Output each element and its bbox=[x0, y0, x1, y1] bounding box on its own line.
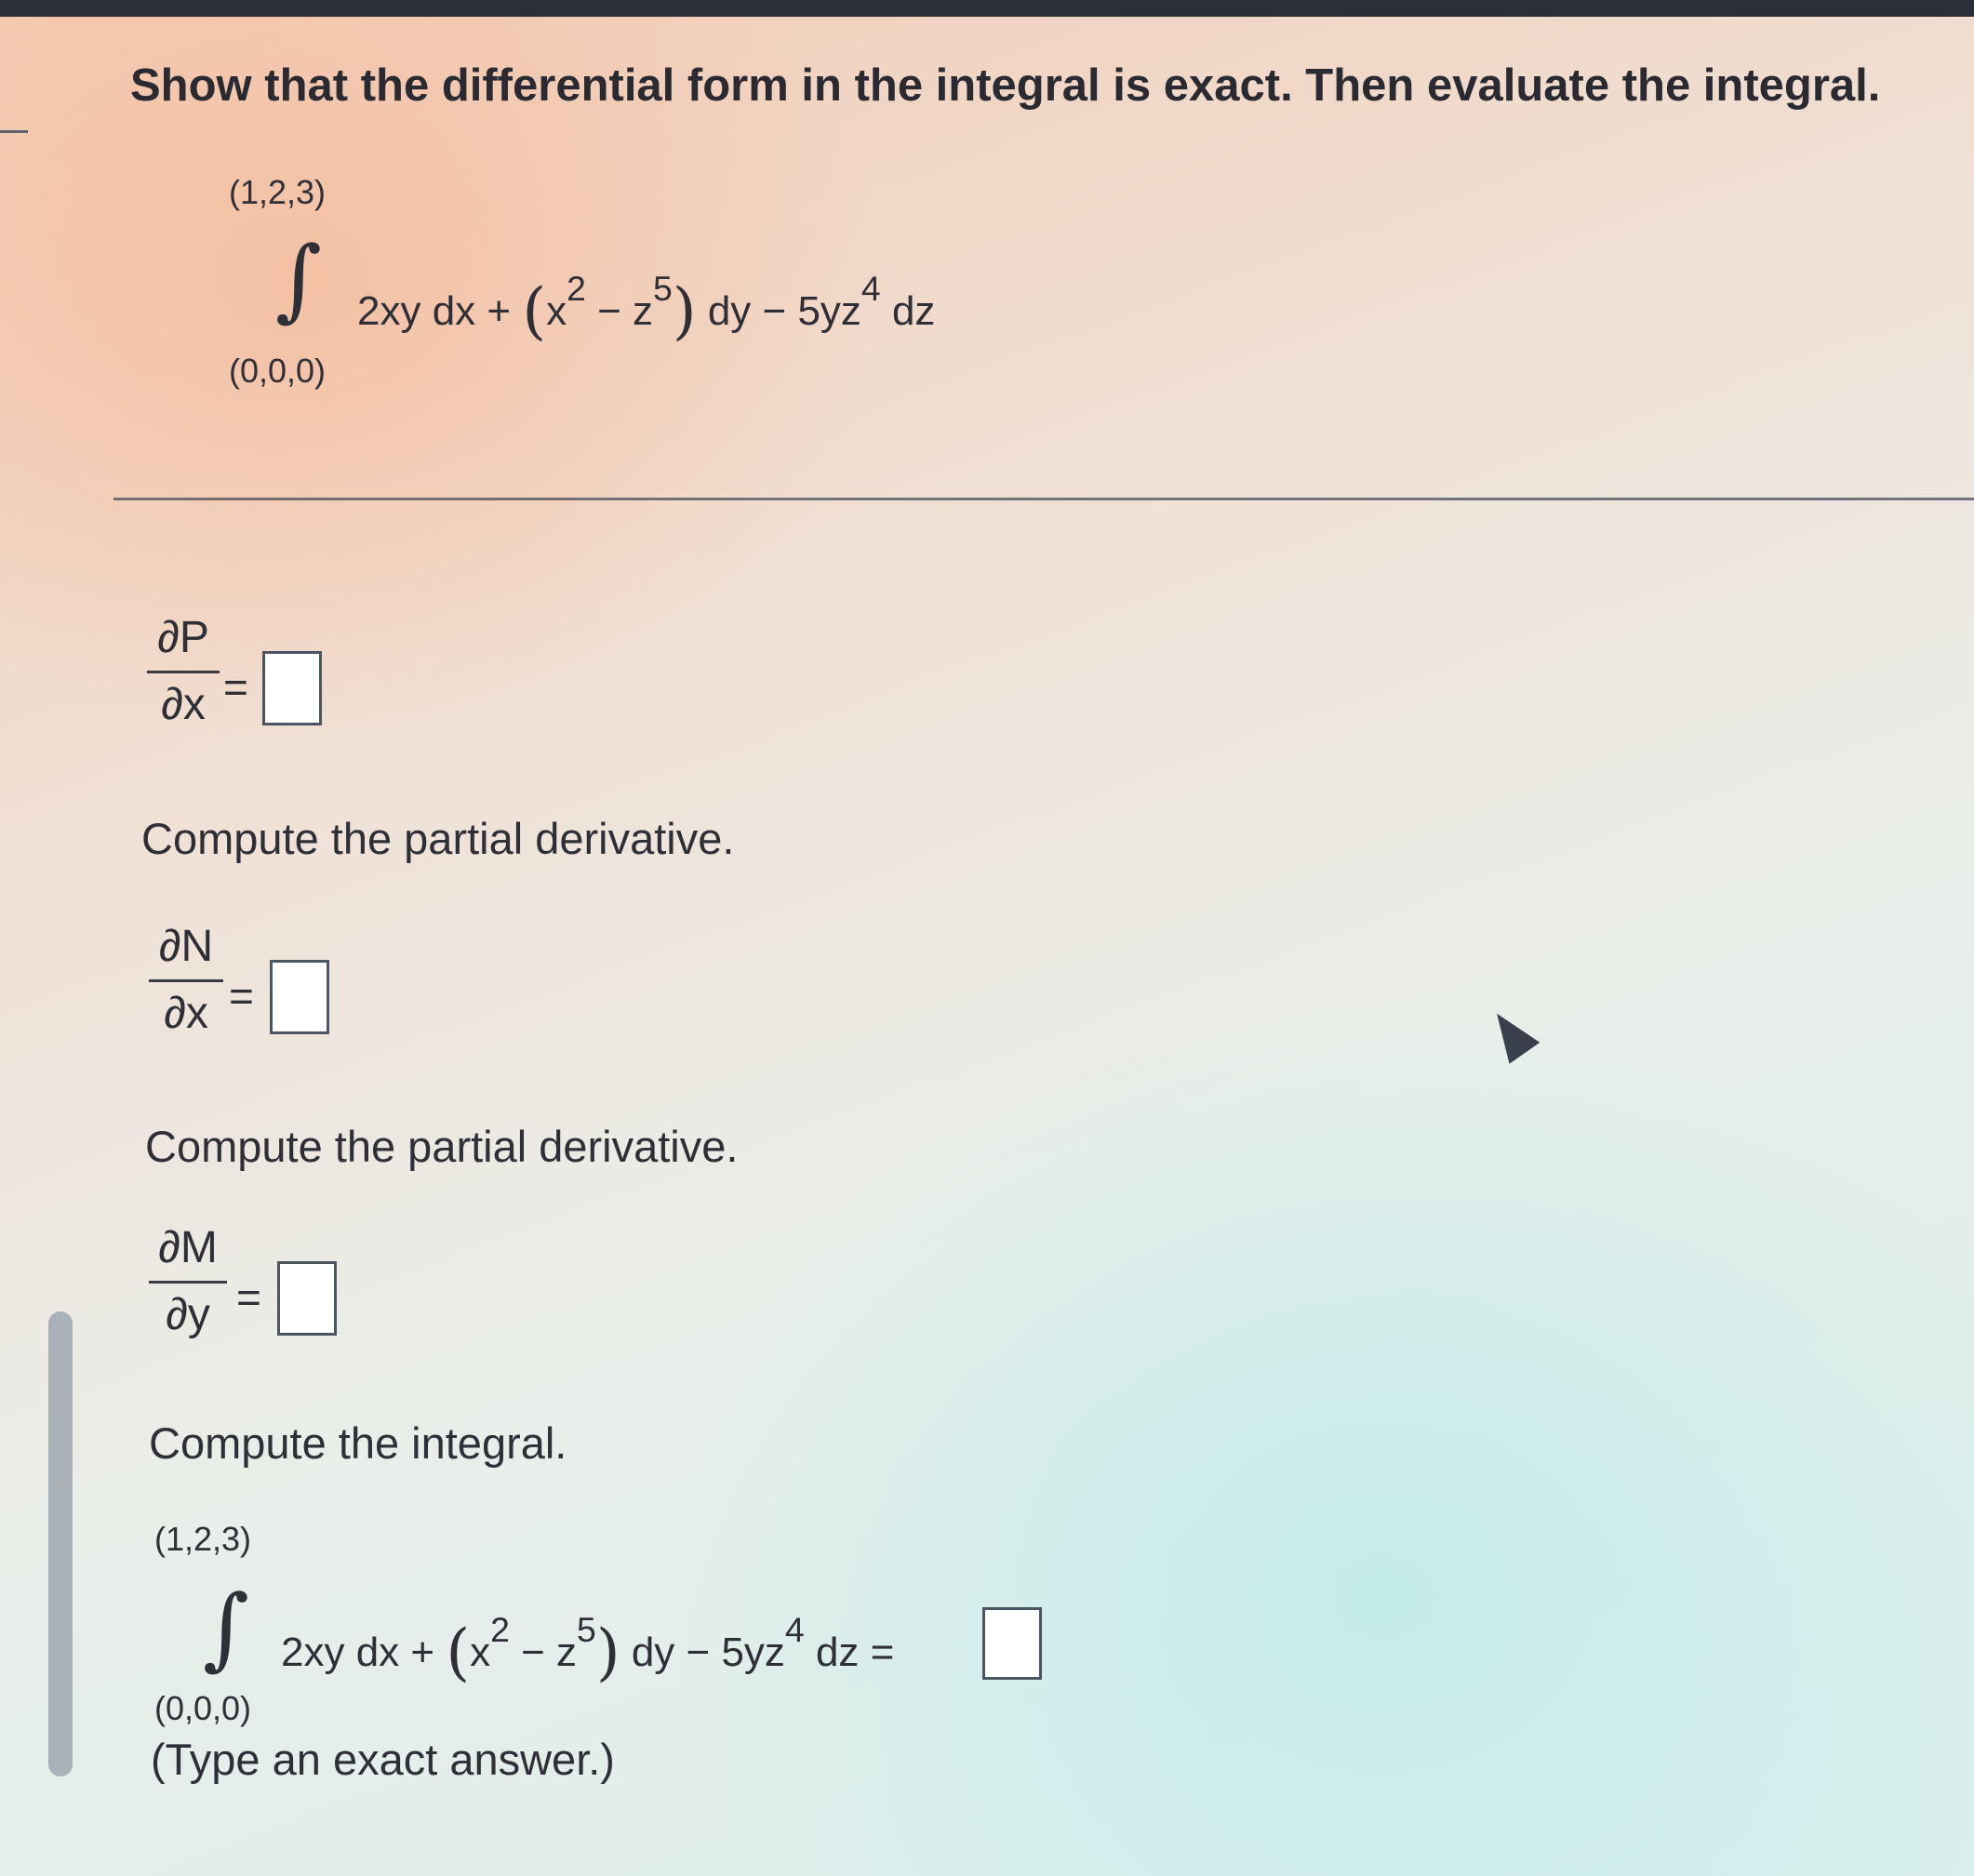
equals-sign: = bbox=[229, 972, 254, 1020]
partial-denominator: ∂y bbox=[166, 1289, 210, 1339]
var-x: x bbox=[546, 288, 567, 335]
term-dy-5yz: dy − 5yz bbox=[707, 288, 861, 335]
equals-sign: = bbox=[223, 663, 248, 712]
exp-5: 5 bbox=[577, 1609, 596, 1649]
integrand bbox=[281, 1609, 895, 1688]
exp-2: 2 bbox=[490, 1609, 510, 1649]
equals-sign: = bbox=[236, 1273, 261, 1322]
answer-box-dm-dy[interactable] bbox=[277, 1261, 337, 1336]
open-paren: ( bbox=[522, 275, 547, 347]
partial-m-y bbox=[149, 1224, 227, 1340]
instruction-partial-2: Compute the partial derivative. bbox=[145, 1122, 739, 1171]
term-2xy-dx: 2xy dx + bbox=[281, 1630, 435, 1676]
exp-2: 2 bbox=[567, 268, 586, 308]
instruction-compute-integral: Compute the integral. bbox=[149, 1418, 567, 1468]
instruction-partial-1: Compute the partial derivative. bbox=[141, 814, 735, 863]
integrand bbox=[357, 268, 936, 347]
lower-limit: (0,0,0) bbox=[154, 1689, 252, 1727]
exp-4: 4 bbox=[860, 268, 881, 308]
mouse-cursor-icon bbox=[1482, 1003, 1541, 1064]
partial-numerator: ∂M bbox=[158, 1223, 218, 1272]
exp-5: 5 bbox=[653, 268, 673, 308]
fraction-bar bbox=[149, 979, 223, 982]
term-2xy-dx: 2xy dx + bbox=[357, 288, 512, 335]
question-title: Show that the differential form in the integral is exact. Then evaluate the integral. bbox=[130, 60, 1881, 111]
minus-sign: − bbox=[597, 288, 621, 335]
partial-numerator: ∂N bbox=[158, 922, 214, 971]
var-z: z bbox=[556, 1630, 578, 1676]
answer-box-integral[interactable] bbox=[982, 1607, 1042, 1680]
partial-numerator: ∂P bbox=[157, 613, 209, 662]
partial-denominator: ∂x bbox=[164, 988, 208, 1038]
open-paren: ( bbox=[446, 1617, 471, 1688]
instruction-type-exact: (Type an exact answer.) bbox=[151, 1735, 615, 1784]
upper-limit: (1,2,3) bbox=[154, 1520, 252, 1558]
term-dy-5yz: dy − 5yz bbox=[631, 1630, 785, 1676]
answer-box-dp-dx[interactable] bbox=[262, 651, 322, 725]
integral-sign-icon: ∫ bbox=[275, 227, 323, 331]
close-paren: ) bbox=[672, 275, 697, 347]
lower-limit: (0,0,0) bbox=[229, 352, 327, 390]
section-divider bbox=[113, 498, 1974, 500]
fraction-bar bbox=[147, 671, 220, 673]
scrollbar[interactable] bbox=[48, 1311, 73, 1776]
exp-4: 4 bbox=[784, 1609, 805, 1649]
partial-n-x bbox=[149, 923, 223, 1039]
close-paren: ) bbox=[595, 1617, 620, 1688]
partial-denominator: ∂x bbox=[161, 679, 206, 729]
partial-p-x bbox=[147, 614, 220, 730]
answer-box-dn-dx[interactable] bbox=[270, 960, 329, 1034]
fraction-bar bbox=[149, 1281, 227, 1284]
var-z: z bbox=[633, 288, 654, 335]
left-edge-mark bbox=[0, 130, 28, 133]
var-x: x bbox=[470, 1630, 491, 1676]
term-dz-equals: dz = bbox=[815, 1630, 895, 1676]
term-dz: dz bbox=[891, 288, 936, 335]
upper-limit: (1,2,3) bbox=[229, 173, 327, 211]
top-bar bbox=[0, 0, 1974, 17]
integral-sign-icon: ∫ bbox=[203, 1576, 250, 1680]
minus-sign: − bbox=[521, 1630, 545, 1676]
